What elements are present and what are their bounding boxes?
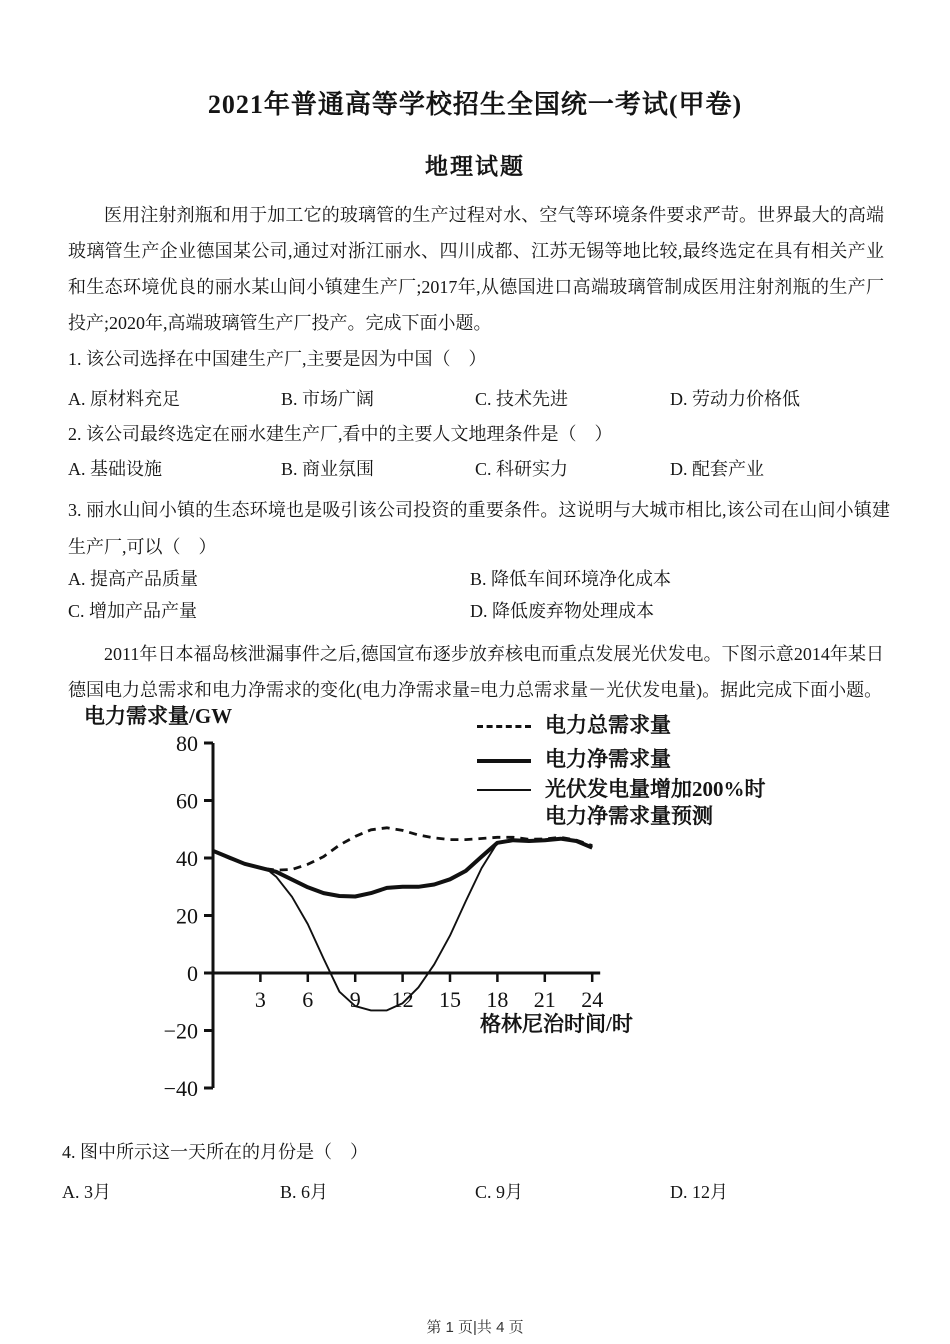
chart-x-axis-label: 格林尼治时间/时 bbox=[480, 1012, 633, 1036]
option-4a: A. 3月 bbox=[62, 1182, 111, 1202]
power-demand-chart bbox=[80, 730, 640, 1110]
question-3-text: 3. 丽水山间小镇的生态环境也是吸引该公司投资的重要条件。这说明与大城市相比,该公司在山间小镇建生产厂,可以（ ） bbox=[68, 500, 890, 557]
option-3b: B. 降低车间环境净化成本 bbox=[470, 569, 672, 589]
passage-2: 2011年日本福岛核泄漏事件之后,德国宣布逐步放弃核电而重点发展光伏发电。下图示意2014年某日德国电力总需求和电力净需求的变化(电力净需求量=电力总需求量－光伏发电量)。据此完成下面小题。 bbox=[68, 644, 884, 700]
svg-text:24: 24 bbox=[581, 987, 604, 1012]
legend-label-line2: 电力净需求量预测 bbox=[545, 804, 713, 828]
option-2b: B. 商业氛围 bbox=[281, 459, 375, 479]
question-4-text: 4. 图中所示这一天所在的月份是（ ） bbox=[62, 1142, 368, 1162]
option-3c: C. 增加产品产量 bbox=[68, 601, 198, 621]
option-1c: C. 技术先进 bbox=[475, 389, 569, 409]
question-1-options bbox=[0, 385, 950, 415]
question-1-text: 1. 该公司选择在中国建生产厂,主要是因为中国（ ） bbox=[68, 349, 487, 369]
svg-text:60: 60 bbox=[176, 788, 198, 814]
option-4d: D. 12月 bbox=[670, 1182, 728, 1202]
svg-text:9: 9 bbox=[349, 987, 361, 1012]
svg-text:40: 40 bbox=[176, 846, 198, 871]
dashed-line-swatch-icon bbox=[477, 725, 531, 728]
option-2d: D. 配套产业 bbox=[670, 459, 764, 479]
svg-text:−20: −20 bbox=[163, 1018, 198, 1044]
svg-text:6: 6 bbox=[302, 987, 314, 1012]
option-3a: A. 提高产品质量 bbox=[68, 569, 198, 589]
option-2a: A. 基础设施 bbox=[68, 459, 162, 479]
question-4-options bbox=[0, 1178, 950, 1208]
page-title: 2021年普通高等学校招生全国统一考试(甲卷) bbox=[207, 90, 743, 119]
question-2-options bbox=[0, 455, 950, 485]
legend-label-line1: 光伏发电量增加200%时 bbox=[545, 777, 766, 801]
legend-label: 电力总需求量 bbox=[545, 713, 671, 737]
chart-y-axis-label: 电力需求量/GW bbox=[84, 704, 233, 728]
page-number-indicator: 第 1 页|共 4 页 bbox=[426, 1319, 524, 1336]
svg-text:−40: −40 bbox=[163, 1076, 198, 1101]
option-1d: D. 劳动力价格低 bbox=[670, 389, 800, 409]
passage-1: 医用注射剂瓶和用于加工它的玻璃管的生产过程对水、空气等环境条件要求严苛。世界最大的高端玻璃管生产企业德国某公司,通过对浙江丽水、四川成都、江苏无锡等地比较,最终选定在具有相关产业和生态环境优良的丽水某山间小镇建生产厂;2017年,从德国进口高端玻璃管制成医用注射剂瓶的生产厂投产;2020年,高端玻璃管生产厂投产。完成下面小题。 bbox=[68, 205, 884, 333]
svg-text:3: 3 bbox=[254, 987, 266, 1012]
svg-text:20: 20 bbox=[176, 903, 198, 929]
question-3-options-row2 bbox=[0, 597, 950, 627]
question-3-options-row1 bbox=[0, 565, 950, 595]
legend-label: 电力净需求量 bbox=[545, 747, 671, 771]
option-4c: C. 9月 bbox=[475, 1182, 524, 1202]
question-2-text: 2. 该公司最终选定在丽水建生产厂,看中的主要人文地理条件是（ ） bbox=[68, 424, 613, 444]
svg-text:12: 12 bbox=[391, 987, 414, 1012]
svg-text:0: 0 bbox=[187, 961, 198, 986]
svg-text:15: 15 bbox=[439, 987, 461, 1012]
svg-text:21: 21 bbox=[533, 987, 556, 1012]
option-4b: B. 6月 bbox=[280, 1182, 329, 1202]
page-subtitle: 地理试题 bbox=[425, 154, 525, 179]
option-2c: C. 科研实力 bbox=[475, 459, 569, 479]
option-1b: B. 市场广阔 bbox=[281, 389, 375, 409]
svg-text:80: 80 bbox=[176, 731, 198, 756]
svg-text:18: 18 bbox=[486, 987, 509, 1012]
option-3d: D. 降低废弃物处理成本 bbox=[470, 601, 654, 621]
option-1a: A. 原材料充足 bbox=[68, 389, 180, 409]
